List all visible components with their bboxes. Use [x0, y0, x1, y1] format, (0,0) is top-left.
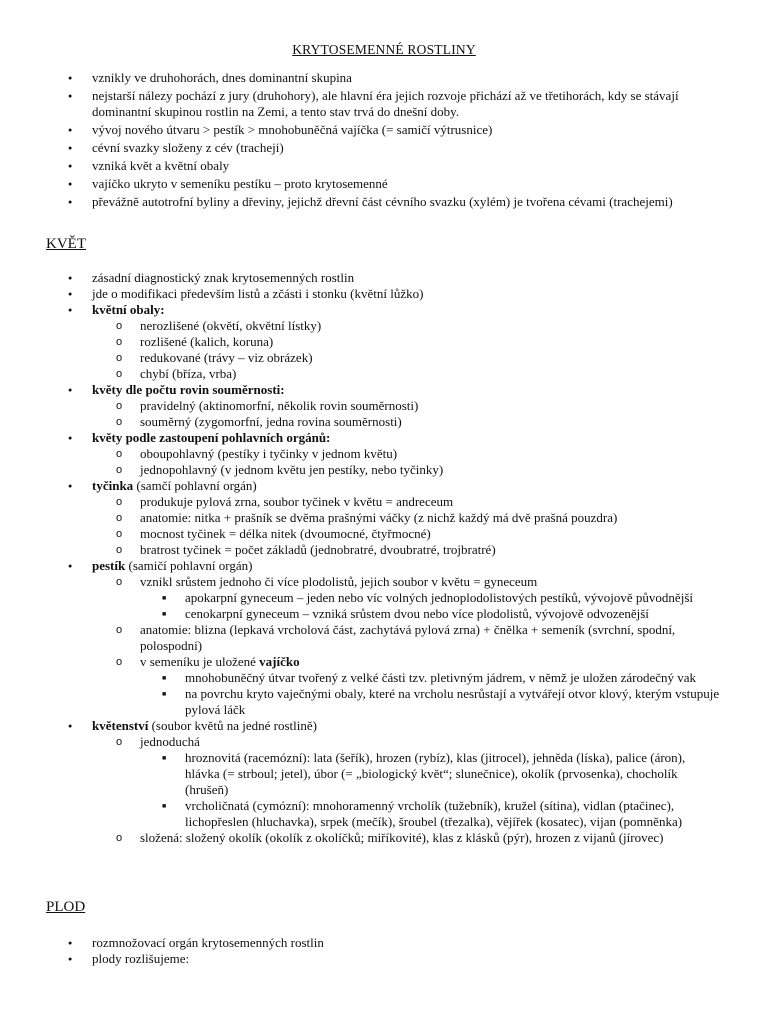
sub-list-item: o pravidelný (aktinomorfní, několik rovin souměrnosti)	[92, 398, 720, 414]
list-item: ● vývoj nového útvaru > pestík > mnohobuněčná vajíčka (= samičí výtrusnice)	[0, 122, 768, 138]
list-item-bold: květní obaly:	[92, 302, 165, 317]
list-item: ● zásadní diagnostický znak krytosemenných rostlin	[0, 270, 768, 286]
intro-list	[0, 70, 768, 212]
list-item-bold: květenství	[92, 718, 149, 733]
list-item	[0, 382, 768, 430]
sub-list-item: o anatomie: nitka + prašník se dvěma prašnými váčky (z nichž každý má dvě prašná pouzdra)	[92, 510, 720, 526]
list-item: ● rozmnožovací orgán krytosemenných rostlin	[0, 935, 768, 951]
sub-list-item: o nerozlišené (okvětí, okvětní lístky)	[92, 318, 720, 334]
list-item: ● jde o modifikaci především listů a zčásti i stonku (květní lůžko)	[0, 286, 768, 302]
sub-list	[92, 398, 720, 430]
sub-list-item: o mocnost tyčinek = délka nitek (dvoumocné, čtyřmocné)	[92, 526, 720, 542]
sub-list-item: o redukované (trávy – viz obrázek)	[92, 350, 720, 366]
sub-sub-list-item: ■ na povrchu kryto vaječnými obaly, které na vrcholu nesrůstají a vytvářejí otvor klový, kterým vstupuje pylová láčk	[140, 686, 720, 718]
sub-list	[92, 446, 720, 478]
sub-list	[92, 734, 720, 846]
sub-list-item	[92, 574, 720, 622]
list-item: ● vajíčko ukryto v semeníku pestíku – proto krytosemenné	[0, 176, 768, 192]
sub-list	[92, 494, 720, 558]
sub-list-item	[92, 734, 720, 830]
list-item-bold: květy dle počtu rovin souměrnosti:	[92, 382, 285, 397]
fruit-list	[0, 935, 768, 967]
document-title: KRYTOSEMENNÉ ROSTLINY	[292, 42, 476, 57]
list-item	[0, 718, 768, 846]
sub-sub-list-item: ■ mnohobuněčný útvar tvořený z velké části tzv. pletivným jádrem, v němž je uložen zárodečný vak	[140, 670, 720, 686]
list-item	[0, 558, 768, 718]
sub-sub-list-item: ■ hroznovitá (racemózní): lata (šeřík), hrozen (rybíz), klas (jitrocel), jehněda (líska), palice (áron), hlávka (= strboul; jetel), úbor (= „biologický květ“; slunečnice), okolík (prvosenka), chocholík (hrušeň)	[140, 750, 720, 798]
sub-list-item: o bratrost tyčinek = počet základů (jednobratré, dvoubratré, trojbratré)	[92, 542, 720, 558]
sub-list-item: o anatomie: blizna (lepkavá vrcholová část, zachytává pylová zrna) + čnělka + semeník (svrchní, spodní, polospodní)	[92, 622, 720, 654]
list-item-bold: tyčinka	[92, 478, 134, 493]
list-item	[0, 430, 768, 478]
section-heading-flower: KVĚT	[46, 236, 86, 252]
sub-sub-list	[140, 670, 720, 718]
section-heading-fruit: PLOD	[46, 899, 86, 915]
list-item-bold: pestík	[92, 558, 126, 573]
sub-list-item: o rozlišené (kalich, koruna)	[92, 334, 720, 350]
sub-list-item: o jednopohlavný (v jednom květu jen pestíky, nebo tyčinky)	[92, 462, 720, 478]
list-item: ● vznikly ve druhohorách, dnes dominantní skupina	[0, 70, 768, 86]
list-item-text: (samčí pohlavní orgán)	[133, 478, 257, 493]
sub-list-item-text: vznikl srůstem jednoho či více plodolistů, jejich soubor v květu = gyneceum	[140, 574, 538, 589]
list-item: ● převážně autotrofní byliny a dřeviny, jejichž dřevní část cévního svazku (xylém) je tvořena cévami (trachejemi)	[0, 194, 768, 210]
list-item: ● plody rozlišujeme:	[0, 951, 768, 967]
list-item-text: (soubor květů na jedné rostlině)	[148, 718, 317, 733]
sub-list-item-text: jednoduchá	[140, 734, 200, 749]
flower-list	[0, 270, 768, 846]
sub-sub-list-item: ■ cenokarpní gyneceum – vzniká srůstem dvou nebo více plodolistů, vývojově odvozenější	[140, 606, 720, 622]
sub-list-item-bold: vajíčko	[259, 654, 300, 669]
list-item	[0, 302, 768, 382]
sub-list	[92, 574, 720, 718]
list-item-text: (samičí pohlavní orgán)	[125, 558, 253, 573]
list-item-bold: květy podle zastoupení pohlavních orgánů:	[92, 430, 331, 445]
sub-list-item: o souměrný (zygomorfní, jedna rovina souměrnosti)	[92, 414, 720, 430]
sub-list-item: o oboupohlavný (pestíky i tyčinky v jednom květu)	[92, 446, 720, 462]
sub-list-item: o složená: složený okolík (okolík z okolíčků; miříkovité), klas z klásků (pýr), hrozen z vijanů (jírovec)	[92, 830, 720, 846]
list-item: ● cévní svazky složeny z cév (tracheji)	[0, 140, 768, 156]
sub-list-item	[92, 654, 720, 718]
sub-list-item: o produkuje pylová zrna, soubor tyčinek v květu = andreceum	[92, 494, 720, 510]
list-item	[0, 478, 768, 558]
sub-sub-list-item: ■ vrcholičnatá (cymózní): mnohoramenný vrcholík (tužebník), kružel (sítina), vidlan (ptačinec), lichopřeslen (hluchavka), srpek (mečík), šroubel (třezalka), vějířek (kosatec), vijan (pomněnka)	[140, 798, 720, 830]
list-item: ● vzniká květ a květní obaly	[0, 158, 768, 174]
sub-sub-list	[140, 590, 720, 622]
sub-sub-list	[140, 750, 720, 830]
sub-sub-list-item: ■ apokarpní gyneceum – jeden nebo víc volných jednoplodolistových pestíků, vývojově původnější	[140, 590, 720, 606]
list-item: ● nejstarší nálezy pochází z jury (druhohory), ale hlavní éra jejich rozvoje přichází až ve třetihorách, kdy se stávají dominantní skupinou rostlin na Zemi, a tento stav trvá do dnešní doby.	[0, 88, 768, 120]
sub-list	[92, 318, 720, 382]
sub-list-item-text: v semeníku je uložené	[140, 654, 260, 669]
sub-list-item: o chybí (bříza, vrba)	[92, 366, 720, 382]
